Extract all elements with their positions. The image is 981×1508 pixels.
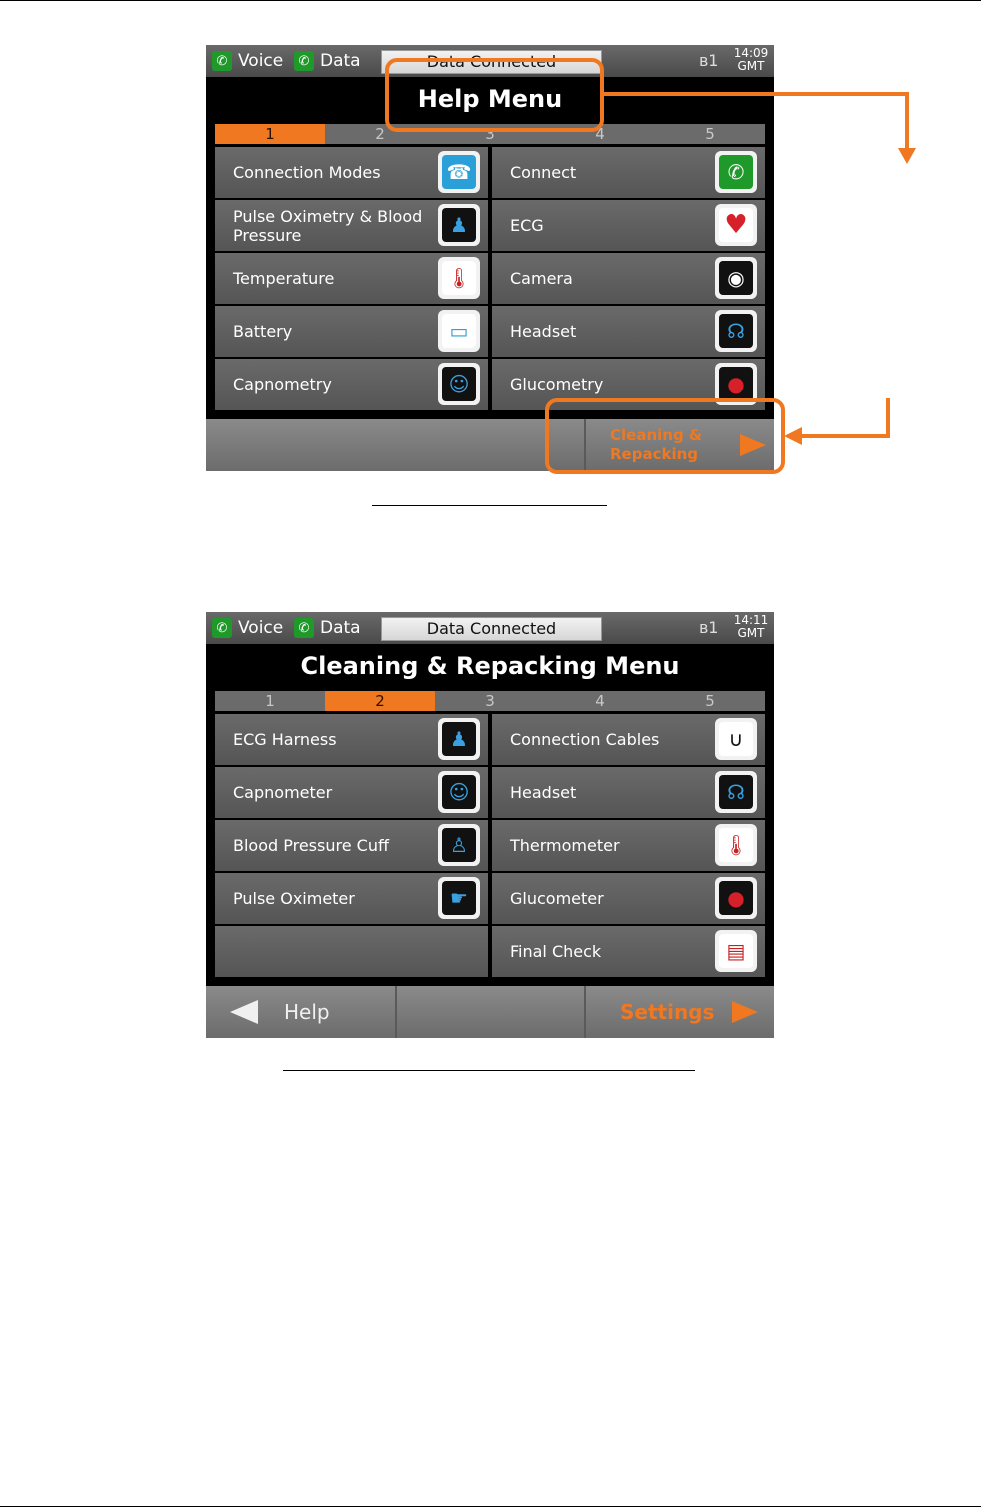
bluetooth-indicator: ʙ1 [699, 618, 719, 637]
page-tab-4[interactable]: 4 [595, 125, 605, 143]
page-tabs [215, 691, 765, 711]
bottom-bar [206, 986, 774, 1038]
capnometer-head-icon: ☺ [438, 771, 480, 813]
patient-monitor-icon: ♟ [438, 204, 480, 246]
menu-item-label: Connect [510, 163, 577, 182]
clock-zone: GMT [737, 59, 765, 73]
bottom-bar-divider [395, 986, 397, 1038]
data-indicator [294, 50, 361, 72]
menu-item-blood-pressure-cuff[interactable] [215, 820, 488, 871]
page-tab-1[interactable]: 1 [215, 124, 325, 144]
arrow-down-icon [898, 148, 916, 164]
phone-green-icon: ✆ [715, 151, 757, 193]
connection-status: Data Connected [381, 50, 602, 74]
capnometry-head-icon: ☺ [438, 363, 480, 405]
menu-item-label: Thermometer [510, 836, 620, 855]
heart-ecg-icon: ♥ [715, 204, 757, 246]
menu-item-camera[interactable] [492, 253, 765, 304]
phone-icon: ✆ [212, 51, 232, 71]
menu-item-label: ECG Harness [233, 730, 337, 749]
cleaning-button-highlight [545, 398, 785, 474]
page-top-rule [0, 0, 981, 1]
page-tab-5[interactable]: 5 [705, 125, 715, 143]
menu-item-label: ECG [510, 216, 544, 235]
menu-item-label: Capnometry [233, 375, 332, 394]
ecg-harness-icon: ♟ [438, 718, 480, 760]
menu-item-final-check[interactable] [492, 926, 765, 977]
page-tab-4[interactable]: 4 [595, 692, 605, 710]
status-bar [206, 612, 774, 644]
connection-status: Data Connected [381, 617, 602, 641]
clock [732, 614, 770, 640]
menu-item-battery[interactable] [215, 306, 488, 357]
page-tab-1[interactable]: 1 [265, 692, 275, 710]
clock-time: 14:11 [733, 613, 769, 627]
page-tab-3[interactable]: 3 [485, 125, 495, 143]
bp-cuff-icon: ♙ [438, 824, 480, 866]
help-menu-highlight [385, 58, 604, 132]
voice-label: Voice [238, 51, 284, 71]
menu-item-label: Connection Modes [233, 163, 381, 182]
caption-underline [372, 505, 607, 506]
thermometer-icon: 🌡 [438, 257, 480, 299]
page-tab-5[interactable]: 5 [705, 692, 715, 710]
menu-item-label: Camera [510, 269, 573, 288]
annotation-arrow-line [800, 434, 890, 438]
page-tab-2[interactable]: 2 [325, 691, 435, 711]
menu-item-label: Pulse Oximetry & Blood Pressure [233, 206, 423, 245]
menu-item-headset[interactable] [492, 767, 765, 818]
cleaning-repacking-screen [206, 612, 774, 1038]
voice-label: Voice [238, 618, 284, 638]
menu-item-thermometer[interactable] [492, 820, 765, 871]
menu-item-label: Headset [510, 322, 577, 341]
help-button[interactable] [206, 986, 394, 1038]
menu-item-ecg[interactable] [492, 200, 765, 251]
cable-icon: ∪ [715, 718, 757, 760]
headset-icon: ☊ [715, 310, 757, 352]
glucometer-icon: ● [715, 877, 757, 919]
menu-item-pulse-oximetry-bp[interactable] [215, 200, 488, 251]
battery-icon: ▭ [438, 310, 480, 352]
menu-item-label: Temperature [233, 269, 335, 288]
menu-item-label: Battery [233, 322, 293, 341]
menu-grid [215, 714, 765, 976]
menu-item-label: Connection Cables [510, 730, 660, 749]
settings-button[interactable] [586, 986, 774, 1038]
menu-item-temperature[interactable] [215, 253, 488, 304]
cleaning-repacking-label: Cleaning & Repacking [610, 426, 702, 463]
page-tab-2[interactable]: 2 [375, 125, 385, 143]
voice-indicator [212, 50, 283, 72]
phone-icon: ✆ [294, 51, 314, 71]
menu-item-label: Glucometer [510, 889, 604, 908]
menu-item-pulse-oximeter[interactable] [215, 873, 488, 924]
menu-item-label: Glucometry [510, 375, 604, 394]
help-label: Help [284, 1000, 330, 1024]
menu-grid [215, 147, 765, 409]
page-tab-3[interactable]: 3 [485, 692, 495, 710]
arrow-left-icon [784, 427, 802, 445]
page-title: Cleaning & Repacking Menu [300, 652, 680, 680]
phone-icon: ✆ [294, 618, 314, 638]
data-label: Data [320, 618, 361, 638]
clock-time: 14:09 [733, 46, 769, 60]
menu-item-label: Pulse Oximeter [233, 889, 355, 908]
menu-item-label: Headset [510, 783, 577, 802]
annotation-arrow-line [905, 92, 909, 150]
page-title: Help Menu [417, 85, 563, 113]
menu-item-label [233, 926, 433, 977]
clock [732, 47, 770, 73]
caption-underline [283, 1070, 695, 1071]
menu-item-label: Capnometer [233, 783, 333, 802]
bluetooth-indicator: ʙ1 [699, 51, 719, 70]
glucometry-drop-icon: ● [715, 363, 757, 405]
headset-icon: ☊ [715, 771, 757, 813]
pulse-oximeter-icon: ☛ [438, 877, 480, 919]
annotation-arrow-line [604, 92, 909, 96]
page-bottom-rule [0, 1506, 981, 1507]
phone-handset-icon: ☎ [438, 151, 480, 193]
arrow-left-icon [230, 1000, 258, 1024]
menu-item-glucometer[interactable] [492, 873, 765, 924]
menu-item-capnometer[interactable] [215, 767, 488, 818]
menu-item-connect[interactable] [492, 147, 765, 198]
menu-item-headset[interactable] [492, 306, 765, 357]
thermometer-icon: 🌡 [715, 824, 757, 866]
menu-item-label: Blood Pressure Cuff [233, 836, 389, 855]
menu-item-label: Final Check [510, 942, 602, 961]
menu-item-ecg-harness[interactable] [215, 714, 488, 765]
phone-icon: ✆ [212, 618, 232, 638]
data-indicator [294, 617, 361, 639]
menu-item-connection-cables[interactable] [492, 714, 765, 765]
voice-indicator [212, 617, 283, 639]
final-check-icon: ▤ [715, 930, 757, 972]
annotation-arrow-line [886, 398, 890, 438]
arrow-right-icon [732, 1001, 758, 1023]
clock-zone: GMT [737, 626, 765, 640]
data-label: Data [320, 51, 361, 71]
menu-item-connection-modes[interactable] [215, 147, 488, 198]
settings-label: Settings [620, 1000, 715, 1024]
menu-item-capnometry[interactable] [215, 359, 488, 410]
menu-item-empty [215, 926, 488, 977]
camera-icon: ◉ [715, 257, 757, 299]
